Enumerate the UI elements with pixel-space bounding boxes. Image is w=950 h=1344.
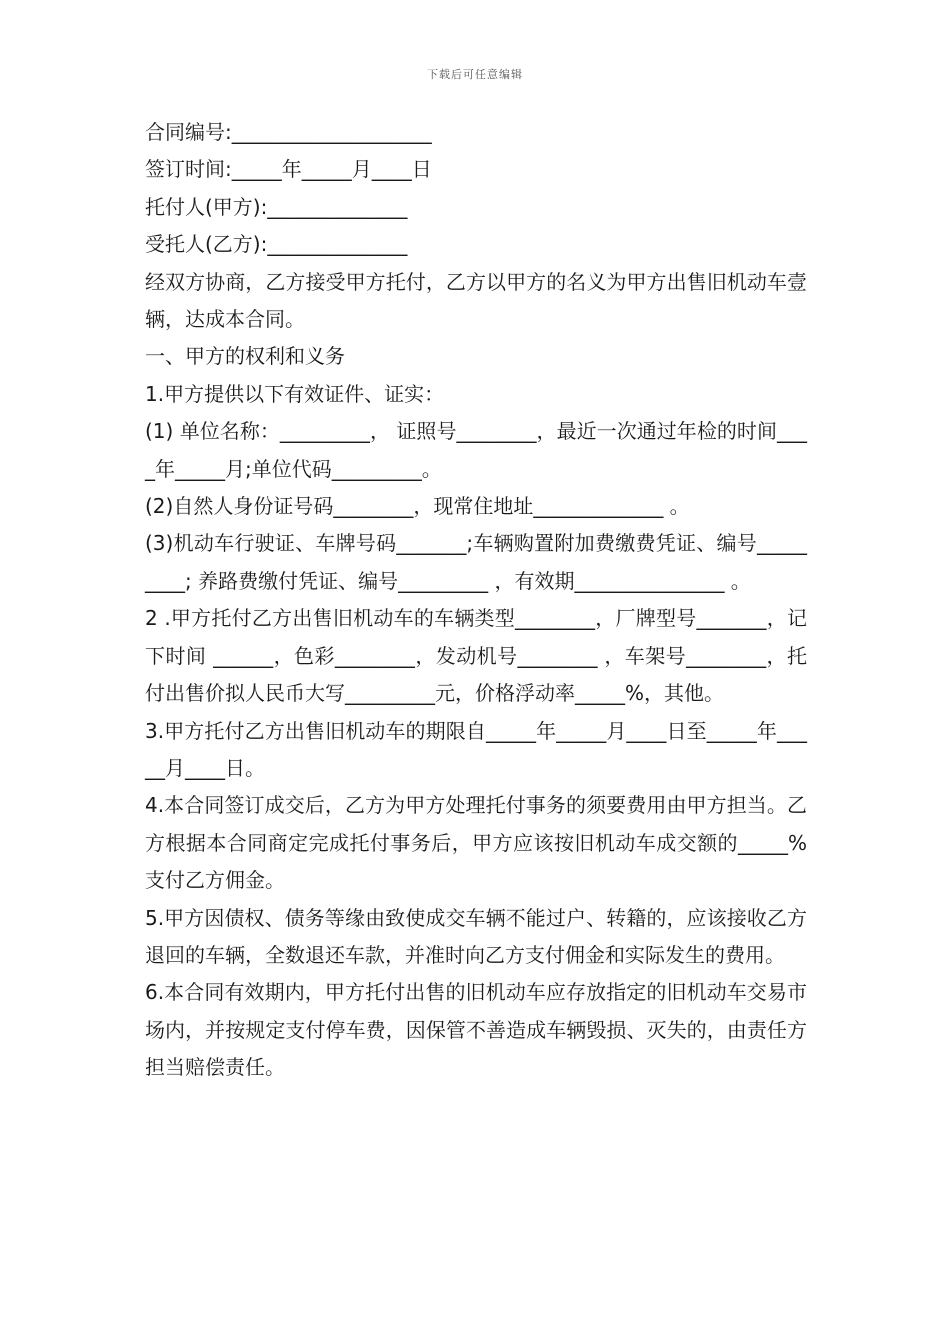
- clause-1-item-3: (3)机动车行驶证、车牌号码_______;车辆购置附加费缴费凭证、编号_________; 养路费缴付凭证、编号_________ ，有效期_______________ 。: [145, 531, 807, 593]
- agent-party-b-line: 受托人(乙方):______________: [145, 232, 408, 257]
- clause-3: 3.甲方托付乙方出售旧机动车的期限自_____年_____月____日至_____年_____月____日。: [145, 718, 807, 780]
- section-heading-rights-obligations: 一、甲方的权利和义务: [145, 344, 345, 369]
- clause-1: 1.甲方提供以下有效证件、证实：: [145, 381, 445, 406]
- clause-6: 6.本合同有效期内，甲方托付出售的旧机动车应存放指定的旧机动车交易市场内，并按规定支付停车费，因保管不善造成车辆毁损、灭失的，由责任方担当赔偿责任。: [145, 980, 807, 1080]
- clause-1-item-1: (1) 单位名称：_________， 证照号________，最近一次通过年检的时间____年_____月;单位代码_________。: [145, 419, 807, 481]
- contract-number-line: 合同编号:____________________: [145, 120, 432, 144]
- contract-body: [145, 114, 807, 1087]
- clause-4: 4.本合同签订成交后，乙方为甲方处理托付事务的须要费用由甲方担当。乙方根据本合同商定完成托付事务后，甲方应该按旧机动车成交额的_____%支付乙方佣金。: [145, 793, 807, 893]
- signing-date-line: 签订时间:_____年_____月____日: [145, 157, 432, 182]
- clause-2: 2 .甲方托付乙方出售旧机动车的车辆类型________，厂牌型号_______，记下时间 ______，色彩________，发动机号________ ，车架号________，托付出售价拟人民币大写_________元，价格浮动率_____%，其他。: [145, 606, 807, 706]
- preamble-paragraph: 经双方协商，乙方接受甲方托付，乙方以甲方的名义为甲方出售旧机动车壹辆，达成本合同。: [145, 269, 807, 332]
- page-header-note: 下载后可任意编辑: [427, 68, 523, 81]
- principal-party-a-line: 托付人(甲方):______________: [145, 194, 408, 219]
- clause-5: 5.甲方因债权、债务等缘由致使成交车辆不能过户、转籍的，应该接收乙方退回的车辆，全数退还车款，并准时向乙方支付佣金和实际发生的费用。: [145, 905, 807, 967]
- clause-1-item-2: (2)自然人身份证号码________，现常住地址_____________ 。: [145, 494, 690, 519]
